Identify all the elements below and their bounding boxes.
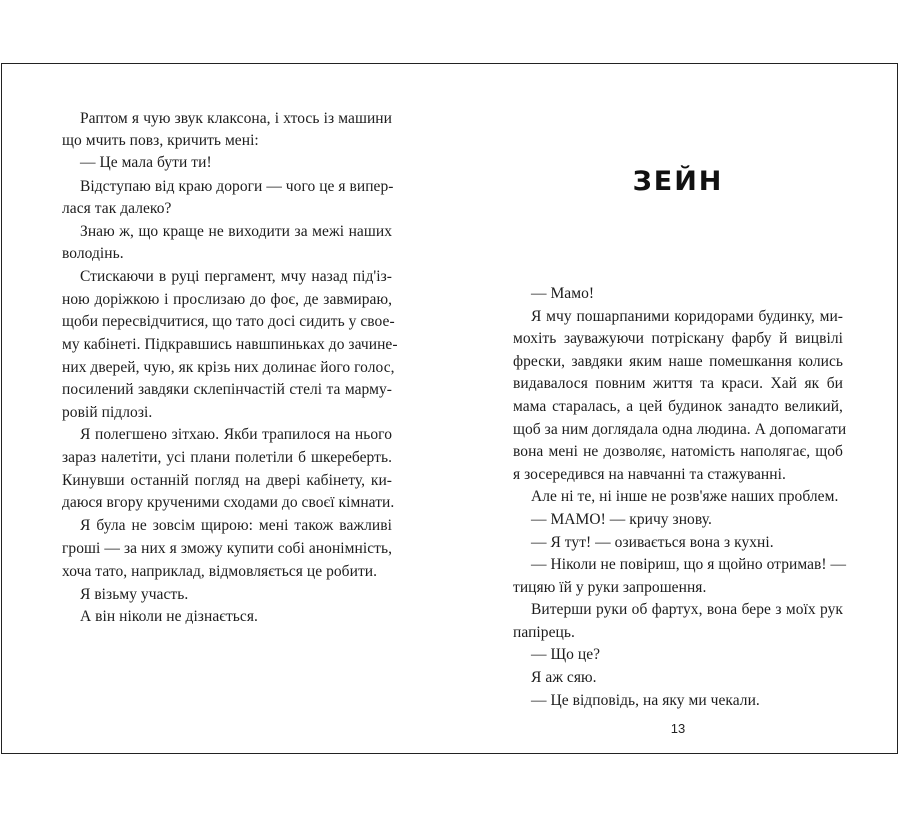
- text-line: — Ніколи не повіриш, що я щойно отримав! —: [531, 556, 847, 573]
- text-line: вона мені не дозволяє, натомість наполягає, щоб: [513, 443, 843, 460]
- text-line: Я мчу пошарпаними коридорами будинку, ми-: [531, 308, 843, 325]
- text-line: Я полегшено зітхаю. Якби трапилося на нього: [80, 426, 392, 443]
- text-line: володінь.: [62, 245, 124, 262]
- text-line: хоча тато, наприклад, відмовляється це робити.: [62, 563, 378, 580]
- text-line: гроші — за них я зможу купити собі анонімність,: [62, 540, 392, 557]
- text-line: мохіть зауважуючи потріскану фарбу й вицвілі: [513, 330, 843, 347]
- text-line: А він ніколи не дізнається.: [80, 608, 258, 625]
- text-line: папірець.: [513, 624, 575, 641]
- text-line: тицяю їй у руки запрошення.: [513, 579, 707, 596]
- text-line: ровій підлозі.: [62, 404, 153, 421]
- text-line: лася так далеко?: [62, 200, 172, 217]
- text-line: — Мамо!: [531, 285, 595, 302]
- text-line: щоби пересвідчитися, що тато досі сидить у свое-: [62, 313, 395, 330]
- text-line: Я була не зовсім щирою: мені також важливі: [80, 517, 392, 534]
- text-line: Раптом я чую звук клаксона, і хтось із машини: [80, 110, 392, 127]
- text-line: щоб за ним доглядала одна людина. А допомагати: [513, 421, 847, 438]
- text-line: видавалося повним життя та краси. Хай як би: [513, 375, 843, 392]
- text-line: фрески, завдяки яким наше помешкання колись: [513, 353, 843, 370]
- text-line: — Що це?: [531, 646, 601, 663]
- text-line: Витерши руки об фартух, вона бере з моїх рук: [531, 601, 843, 618]
- text-line: зараз налетіти, усі плани полетіли б шкереберть.: [62, 449, 392, 466]
- text-line: Я візьму участь.: [80, 586, 189, 603]
- text-line: ною доріжкою і прослизаю до фоє, де завмираю,: [62, 291, 392, 308]
- text-line: — Це мала бути ти!: [80, 154, 212, 171]
- text-line: — МАМО! — кричу знову.: [531, 511, 712, 528]
- text-line: даюся вгору крученими сходами до своєї кімнати.: [62, 494, 395, 511]
- text-line: Стискаючи в руці пергамент, мчу назад під'із-: [80, 268, 392, 285]
- chapter-title: ЗЕЙН: [632, 166, 724, 197]
- text-line: них дверей, чую, як крізь них долинає його голос,: [62, 359, 395, 376]
- text-line: — Це відповідь, на яку ми чекали.: [531, 692, 760, 709]
- text-line: мама старалась, а цей будинок занадто великий,: [513, 398, 843, 415]
- text-line: Я аж сяю.: [531, 669, 597, 686]
- text-line: Кинувши останній погляд на двері кабінету, ки-: [62, 472, 392, 489]
- text-line: посилений завдяки склепінчастій стелі та марму-: [62, 381, 392, 398]
- text-line: я зосередився на навчанні та стажуванні.: [513, 466, 786, 483]
- text-line: Знаю ж, що краще не виходити за межі наших: [80, 223, 392, 240]
- text-line: що мчить повз, кричить мені:: [62, 132, 259, 149]
- text-line: — Я тут! — озивається вона з кухні.: [531, 534, 774, 551]
- text-line: Відступаю від краю дороги — чого це я випер-: [80, 178, 394, 195]
- text-line: Але ні те, ні інше не розв'яже наших проблем.: [531, 488, 839, 505]
- text-line: му кабінеті. Підкравшись навшпиньках до зачине-: [62, 336, 398, 353]
- page-number: 13: [670, 721, 686, 736]
